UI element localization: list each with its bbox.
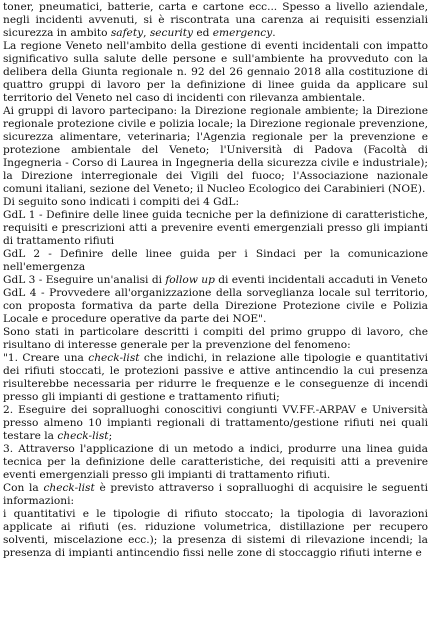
text-run: i quantitativi e le tipologie di rifiuto stoccato; la tipologia di lavorazioni applicate ai rifiuti (es. riduzione volumetrica, distillazione per recupero solventi, miscelazione ecc.); la presenza di sistemi di rilevazione incendi; la presenza di impianti antincendio fissi nelle zone di stoccaggio rifiuti interne e [3, 508, 428, 559]
text-run: GdL 1 - Definire delle linee guida tecniche per la definizione di caratteristiche, requisiti e prescrizioni atti a prevenire eventi emergenziali presso gli impianti di trattamento rifiuti [3, 209, 428, 247]
text-run: ; [108, 430, 113, 442]
paragraph-primo-gruppo [3, 326, 428, 352]
text-run: ed [192, 27, 213, 39]
text-run: è previsto attraverso i sopralluoghi di acquisire le seguenti informazioni: [3, 482, 429, 507]
text-run: "1. Creare una [3, 352, 89, 364]
paragraph-partecipanti [3, 105, 428, 196]
list-item-compito-3 [3, 443, 428, 482]
italic-term-emergency: emergency [212, 27, 273, 39]
text-run: Con la [3, 482, 44, 494]
paragraph-delibera [3, 40, 428, 105]
text-run: di eventi incidentali accaduti in Veneto [214, 274, 428, 286]
text-run: che indichi, in relazione alle tipologie e quantitativi dei rifiuti stoccati, le protezioni passive e attive antincendio la cui presenza risulterebbe necessaria per ridurre le frequenze e le conseguenze di incendi presso gli impianti di gestione e trattamento rifiuti; [3, 352, 428, 403]
text-run: 3. Attraverso l'applicazione di un metodo a indici, produrre una linea guida tecnica per la definizione delle caratteristiche, dei requisiti atti a prevenire eventi emergenziali presso gli impianti di trattamento rifiuti. [3, 443, 428, 481]
text-run: GdL 2 - Definire delle linee guida per i Sindaci per la comunicazione nell'emergenza [3, 248, 428, 273]
italic-term-check-list: check-list [88, 352, 140, 364]
list-item-gdl-2 [3, 248, 428, 274]
text-run: GdL 3 - Eseguire un'analisi di [3, 274, 166, 286]
text-run: Sono stati in particolare descritti i compiti del primo gruppo di lavoro, che risultano di interesse generale per la prevenzione del fenomeno: [3, 326, 428, 351]
list-item-compito-1 [3, 352, 428, 404]
list-item-gdl-3 [3, 274, 428, 287]
italic-term-check-list: check-list [57, 430, 109, 442]
text-run: 2. Eseguire dei sopralluoghi conoscitivi congiunti VV.FF.-ARPAV e Università presso almeno 10 impianti regionali di trattamento/gestione rifiuti nei quali testare la [3, 404, 428, 442]
italic-term-security: security [149, 27, 193, 39]
text-run: toner, pneumatici, batterie, carta e cartone ecc... Spesso a livello aziendale, negli incidenti avvenuti, si è riscontrata una carenza ai requisiti essenziali sicurezza in ambito [3, 1, 428, 39]
italic-term-check-list: check-list [43, 482, 95, 494]
paragraph-compiti-intro [3, 196, 428, 209]
text-run: La regione Veneto nell'ambito della gestione di eventi incidentali con impatto significativo sulla salute delle persone e sull'ambiente ha provveduto con la delibera della Giunta regionale n. 92 del 26 gennaio 2018 alla costituzione di quattro gruppi di lavoro per la definizione di linee guida da applicare sul territorio del Veneto nel caso di incidenti con rilevanza ambientale. [3, 40, 428, 104]
text-run: GdL 4 - Provvedere all'organizzazione della sorveglianza locale sul territorio, con proposta formativa da parte della Direzione Protezione civile e Polizia Locale e procedure operative da parte dei NOE". [3, 287, 428, 325]
text-run: Ai gruppi di lavoro partecipano: la Direzione regionale ambiente; la Direzione regionale protezione civile e polizia locale; la Direzione regionale prevenzione, sicurezza alimentare, veterinaria; l'Agenzia regionale per la prevenzione e protezione ambientale del Veneto; l'Università di Padova (Facoltà di Ingegneria - Corso di Laurea in Ingegneria della sicurezza civile e industriale); la Direzione interregionale dei Vigili del fuoco; l'Associazione nazionale comuni italiani, sezione del Veneto; il Nucleo Ecologico dei Carabinieri (NOE). [3, 105, 428, 195]
list-item-compito-2 [3, 404, 428, 443]
paragraph-continuation [3, 1, 428, 40]
text-run: . [272, 27, 276, 39]
paragraph-informazioni [3, 508, 428, 560]
text-run: Di seguito sono indicati i compiti dei 4 GdL: [3, 196, 240, 208]
list-item-gdl-4 [3, 287, 428, 326]
italic-term-follow-up: follow up [165, 274, 215, 286]
list-item-gdl-1 [3, 209, 428, 248]
italic-term-safety: safety [110, 27, 144, 39]
text-run: , [143, 27, 150, 39]
paragraph-check-list-info [3, 482, 428, 508]
